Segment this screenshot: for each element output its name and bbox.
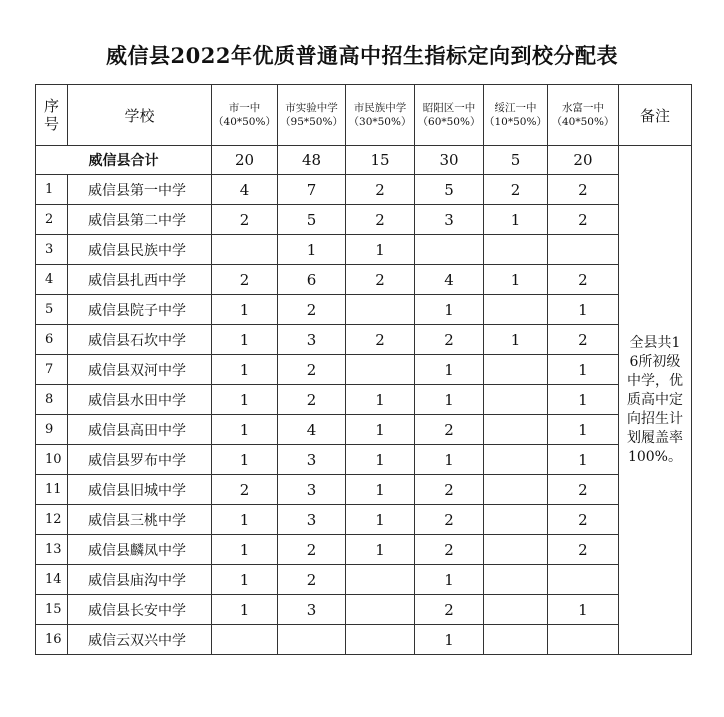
row-seq: 1 (36, 175, 68, 205)
row-seq: 12 (36, 505, 68, 535)
row-value: 2 (415, 325, 484, 355)
row-school: 威信县三桃中学 (68, 505, 212, 535)
row-value (278, 625, 346, 655)
document-title: 威信县2022年优质普通高中招生指标定向到校分配表 (106, 43, 618, 68)
allocation-table (35, 84, 692, 655)
header-row (36, 85, 692, 146)
row-value: 2 (346, 205, 415, 235)
row-value: 2 (278, 565, 346, 595)
total-row (36, 146, 692, 175)
row-school: 威信县石坎中学 (68, 325, 212, 355)
row-value (212, 235, 278, 265)
row-school: 威信县高田中学 (68, 415, 212, 445)
row-value: 2 (346, 265, 415, 295)
row-value: 2 (212, 205, 278, 235)
row-seq: 9 (36, 415, 68, 445)
row-value: 2 (484, 175, 548, 205)
table-row (36, 505, 692, 535)
row-value: 3 (278, 325, 346, 355)
table-row (36, 415, 692, 445)
row-value: 2 (212, 265, 278, 295)
row-value: 1 (415, 565, 484, 595)
row-value: 2 (212, 475, 278, 505)
row-school: 威信县麟凤中学 (68, 535, 212, 565)
row-value: 2 (415, 475, 484, 505)
row-value: 1 (415, 355, 484, 385)
row-seq: 13 (36, 535, 68, 565)
row-value: 2 (547, 535, 618, 565)
row-value: 1 (346, 505, 415, 535)
table-row (36, 295, 692, 325)
header-note: 备注 (618, 85, 691, 146)
row-school: 威信县旧城中学 (68, 475, 212, 505)
row-value: 1 (547, 445, 618, 475)
row-value (547, 625, 618, 655)
row-school: 威信县水田中学 (68, 385, 212, 415)
row-school: 威信县长安中学 (68, 595, 212, 625)
table-row (36, 565, 692, 595)
row-value: 3 (415, 205, 484, 235)
row-value (212, 625, 278, 655)
row-seq: 14 (36, 565, 68, 595)
row-value (346, 295, 415, 325)
row-school: 威信县院子中学 (68, 295, 212, 325)
row-school: 威信县双河中学 (68, 355, 212, 385)
row-value (346, 595, 415, 625)
total-value: 20 (547, 146, 618, 175)
row-value (484, 595, 548, 625)
table-row (36, 265, 692, 295)
row-value (346, 625, 415, 655)
row-value: 6 (278, 265, 346, 295)
row-value: 1 (547, 385, 618, 415)
row-value: 2 (547, 475, 618, 505)
row-value (346, 355, 415, 385)
row-value: 2 (278, 355, 346, 385)
row-value: 3 (278, 595, 346, 625)
row-value (547, 565, 618, 595)
row-value: 3 (278, 475, 346, 505)
row-seq: 8 (36, 385, 68, 415)
row-school: 威信县扎西中学 (68, 265, 212, 295)
row-value: 4 (278, 415, 346, 445)
row-value: 1 (346, 415, 415, 445)
row-seq: 3 (36, 235, 68, 265)
row-value: 4 (415, 265, 484, 295)
row-value: 1 (212, 445, 278, 475)
row-value: 3 (278, 445, 346, 475)
row-value: 1 (547, 355, 618, 385)
table-row (36, 325, 692, 355)
row-value: 1 (212, 535, 278, 565)
total-value: 48 (278, 146, 346, 175)
row-school: 威信云双兴中学 (68, 625, 212, 655)
row-value: 1 (346, 385, 415, 415)
row-value: 5 (278, 205, 346, 235)
row-value: 2 (346, 175, 415, 205)
row-value (484, 535, 548, 565)
total-value: 15 (346, 146, 415, 175)
table-row (36, 385, 692, 415)
row-value: 1 (212, 565, 278, 595)
header-seq: 序号 (36, 85, 68, 146)
row-seq: 16 (36, 625, 68, 655)
header-col-3: 市民族中学 （30*50%） (346, 85, 415, 146)
row-value (484, 385, 548, 415)
row-value: 1 (415, 385, 484, 415)
row-value: 1 (212, 295, 278, 325)
row-value (484, 565, 548, 595)
row-value: 1 (212, 415, 278, 445)
row-value (547, 235, 618, 265)
row-value: 2 (547, 265, 618, 295)
row-value (484, 355, 548, 385)
row-school: 威信县民族中学 (68, 235, 212, 265)
row-seq: 10 (36, 445, 68, 475)
row-value: 1 (212, 595, 278, 625)
row-value: 1 (547, 415, 618, 445)
row-value: 2 (547, 505, 618, 535)
total-value: 20 (212, 146, 278, 175)
table-row (36, 625, 692, 655)
row-value: 2 (415, 535, 484, 565)
row-value: 1 (415, 445, 484, 475)
row-value (484, 415, 548, 445)
row-value: 1 (346, 235, 415, 265)
row-value: 1 (346, 535, 415, 565)
row-seq: 15 (36, 595, 68, 625)
header-col-1: 市一中 （40*50%） (212, 85, 278, 146)
row-value: 2 (415, 415, 484, 445)
row-value: 2 (415, 595, 484, 625)
row-school: 威信县庙沟中学 (68, 565, 212, 595)
row-value (484, 625, 548, 655)
row-seq: 11 (36, 475, 68, 505)
row-school: 威信县第二中学 (68, 205, 212, 235)
row-value (484, 235, 548, 265)
row-value: 2 (415, 505, 484, 535)
table-row (36, 445, 692, 475)
header-col-2: 市实验中学 （95*50%） (278, 85, 346, 146)
header-col-4: 昭阳区一中 （60*50%） (415, 85, 484, 146)
row-value: 1 (212, 385, 278, 415)
row-value: 3 (278, 505, 346, 535)
total-value: 5 (484, 146, 548, 175)
total-label: 威信县合计 (36, 146, 212, 175)
table-row (36, 355, 692, 385)
row-value: 2 (278, 295, 346, 325)
row-school: 威信县罗布中学 (68, 445, 212, 475)
row-value: 2 (278, 385, 346, 415)
row-value: 1 (484, 325, 548, 355)
row-value: 1 (346, 445, 415, 475)
row-value (415, 235, 484, 265)
row-value: 1 (415, 625, 484, 655)
row-value: 1 (484, 205, 548, 235)
row-value: 2 (346, 325, 415, 355)
row-value: 1 (415, 295, 484, 325)
row-value (484, 295, 548, 325)
row-value: 1 (278, 235, 346, 265)
row-value (346, 565, 415, 595)
row-seq: 6 (36, 325, 68, 355)
row-value: 1 (346, 475, 415, 505)
row-seq: 7 (36, 355, 68, 385)
row-seq: 5 (36, 295, 68, 325)
row-value: 2 (547, 205, 618, 235)
table-row (36, 475, 692, 505)
header-school: 学校 (68, 85, 212, 146)
row-value: 7 (278, 175, 346, 205)
row-value: 1 (547, 295, 618, 325)
header-col-6: 水富一中 （40*50%） (547, 85, 618, 146)
header-col-5: 绥江一中 （10*50%） (484, 85, 548, 146)
table-row (36, 535, 692, 565)
row-value: 1 (212, 505, 278, 535)
row-value: 1 (484, 265, 548, 295)
note-text: 全县共16所初级中学，优质高中定向招生计划履盖率100%。 (626, 334, 683, 465)
note-cell (618, 146, 691, 655)
row-school: 威信县第一中学 (68, 175, 212, 205)
row-value (484, 505, 548, 535)
total-value: 30 (415, 146, 484, 175)
row-value: 4 (212, 175, 278, 205)
row-value: 2 (547, 325, 618, 355)
row-seq: 4 (36, 265, 68, 295)
row-value (484, 475, 548, 505)
row-seq: 2 (36, 205, 68, 235)
table-row (36, 175, 692, 205)
row-value (484, 445, 548, 475)
table-row (36, 595, 692, 625)
table-row (36, 205, 692, 235)
row-value: 2 (547, 175, 618, 205)
row-value: 5 (415, 175, 484, 205)
row-value: 1 (547, 595, 618, 625)
table-row (36, 235, 692, 265)
row-value: 1 (212, 325, 278, 355)
row-value: 1 (212, 355, 278, 385)
row-value: 2 (278, 535, 346, 565)
